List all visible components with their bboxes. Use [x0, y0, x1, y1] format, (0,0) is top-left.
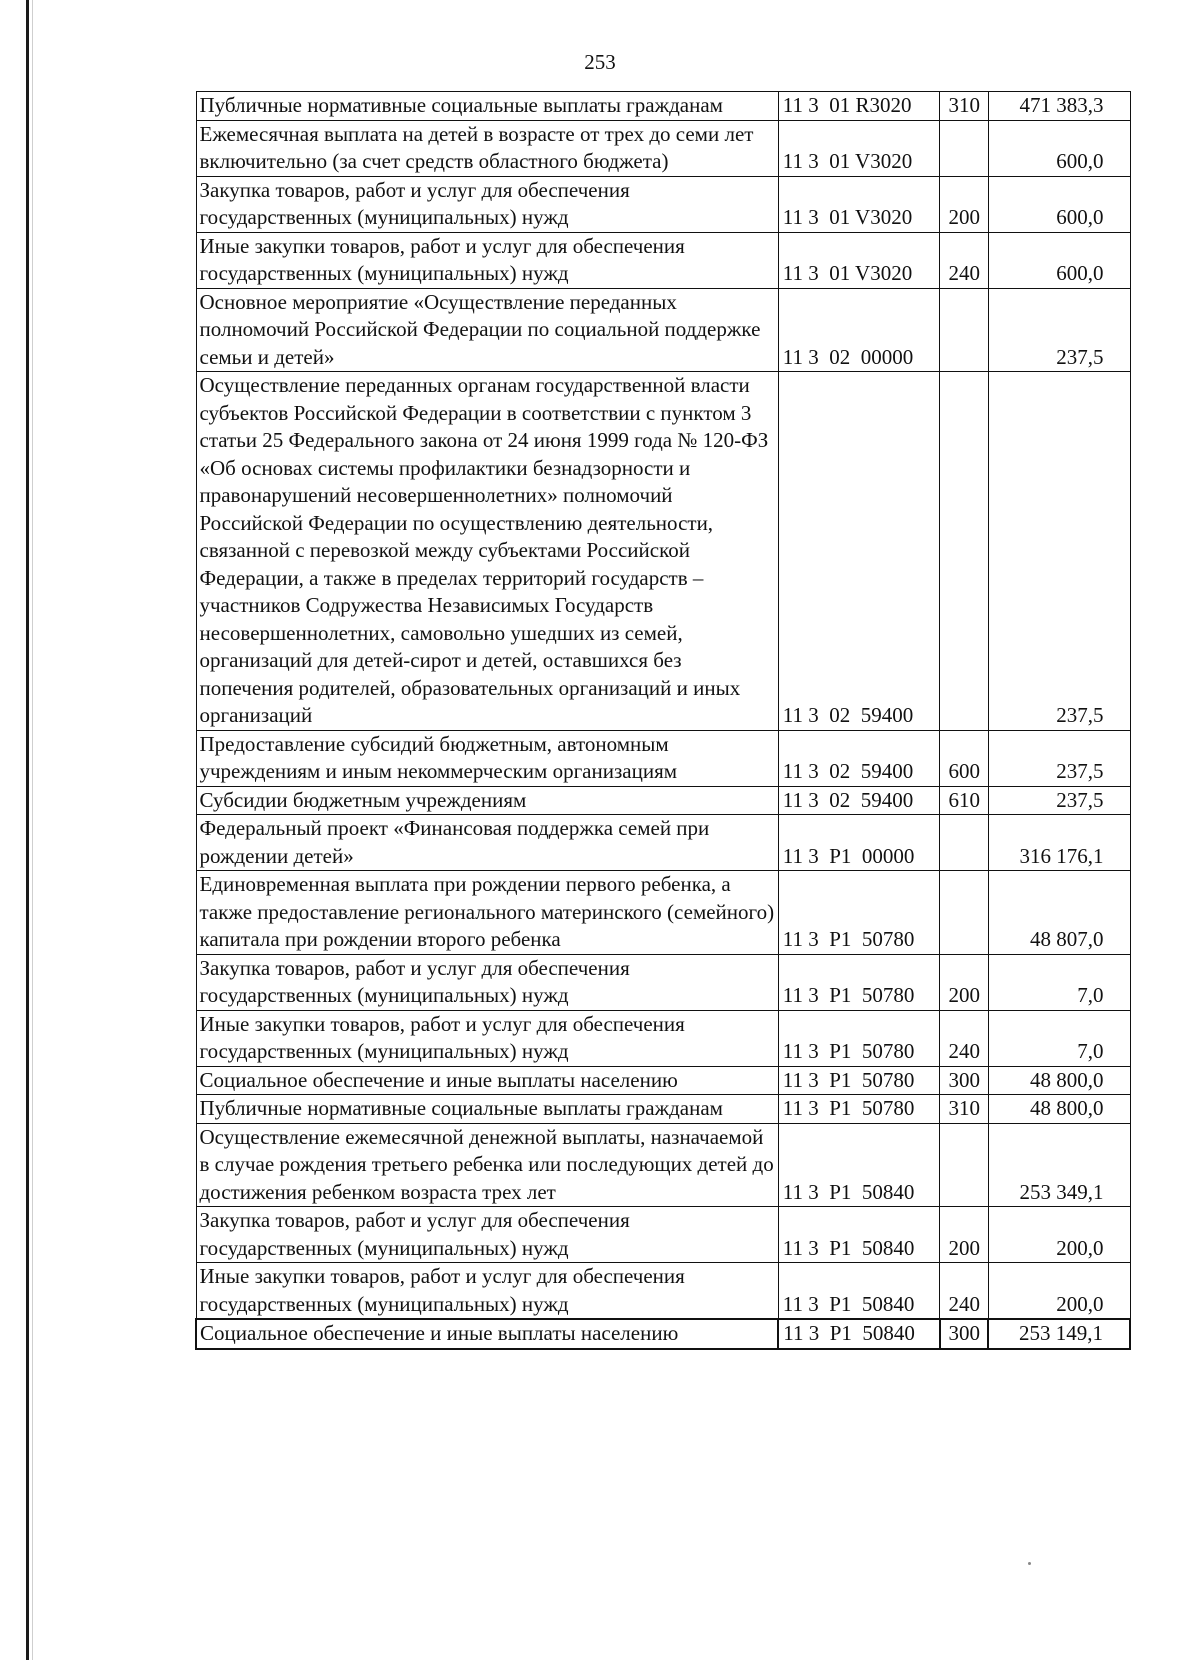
row-type-cell: 300 — [940, 1319, 989, 1349]
table-row — [196, 1263, 1130, 1320]
row-sum-cell: 600,0 — [988, 120, 1130, 176]
row-sum-cell: 253 349,1 — [988, 1123, 1130, 1207]
row-name-cell: Закупка товаров, работ и услуг для обеспечения государственных (муниципальных) нужд — [196, 954, 778, 1010]
row-name-cell: Основное мероприятие «Осуществление переданных полномочий Российской Федерации по социальной поддержке семьи и детей» — [196, 288, 778, 372]
row-code-cell: 11 3 P1 50840 — [778, 1123, 940, 1207]
row-code-cell: 11 3 01 V3020 — [778, 232, 940, 288]
row-code-cell: 11 3 P1 50840 — [778, 1263, 940, 1320]
row-code-cell: 11 3 01 V3020 — [778, 120, 940, 176]
row-sum-cell: 316 176,1 — [988, 815, 1130, 871]
table-row — [196, 92, 1130, 121]
row-code-cell: 11 3 01 V3020 — [778, 176, 940, 232]
row-name-cell: Иные закупки товаров, работ и услуг для обеспечения государственных (муниципальных) нужд — [196, 232, 778, 288]
table-row — [196, 954, 1130, 1010]
row-sum-cell: 200,0 — [988, 1263, 1130, 1320]
row-type-cell — [940, 1123, 989, 1207]
row-type-cell — [940, 372, 989, 731]
row-type-cell: 610 — [940, 786, 989, 815]
row-sum-cell: 600,0 — [988, 176, 1130, 232]
table-row — [196, 1123, 1130, 1207]
row-type-cell — [940, 815, 989, 871]
row-name-cell: Федеральный проект «Финансовая поддержка семей при рождении детей» — [196, 815, 778, 871]
row-type-cell: 240 — [940, 232, 989, 288]
table-row — [196, 288, 1130, 372]
row-sum-cell: 600,0 — [988, 232, 1130, 288]
row-name-cell: Иные закупки товаров, работ и услуг для обеспечения государственных (муниципальных) нужд — [196, 1010, 778, 1066]
row-code-cell: 11 3 P1 50780 — [778, 1095, 940, 1124]
row-name-cell: Осуществление переданных органам государственной власти субъектов Российской Федерации в соответствии с пунктом 3 статьи 25 Федерального закона от 24 июня 1999 года № 120-ФЗ «Об основах системы профилактики безнадзорности и правонарушений несовершеннолетних» полномочий Российской Федерации по осуществлению деятельности, связанной с перевозкой между субъектами Российской Федерации, а также в пределах территорий государств – участников Содружества Независимых Государств несовершеннолетних, самовольно ушедших из семей, организаций для детей-сирот и детей, оставшихся без попечения родителей, образовательных организаций и иных организаций — [196, 372, 778, 731]
table-row — [196, 1319, 1130, 1349]
row-name-cell: Публичные нормативные социальные выплаты гражданам — [196, 92, 778, 121]
table-row — [196, 176, 1130, 232]
row-type-cell: 200 — [940, 954, 989, 1010]
row-type-cell: 200 — [940, 176, 989, 232]
row-name-cell: Закупка товаров, работ и услуг для обеспечения государственных (муниципальных) нужд — [196, 176, 778, 232]
row-code-cell: 11 3 02 59400 — [778, 730, 940, 786]
row-type-cell: 600 — [940, 730, 989, 786]
row-type-cell: 240 — [940, 1010, 989, 1066]
table-row — [196, 1066, 1130, 1095]
table-row — [196, 120, 1130, 176]
row-name-cell: Единовременная выплата при рождении первого ребенка, а также предоставление регионального материнского (семейного) капитала при рождении второго ребенка — [196, 871, 778, 955]
scan-left-edge — [26, 0, 29, 1660]
scan-left-edge-shadow — [32, 0, 33, 1660]
row-sum-cell: 471 383,3 — [988, 92, 1130, 121]
row-code-cell: 11 3 P1 50780 — [778, 871, 940, 955]
row-type-cell: 310 — [940, 1095, 989, 1124]
table-row — [196, 786, 1130, 815]
row-sum-cell: 237,5 — [988, 786, 1130, 815]
table-row — [196, 1010, 1130, 1066]
table-row — [196, 730, 1130, 786]
page-number: 253 — [584, 50, 616, 74]
table-row — [196, 871, 1130, 955]
row-code-cell: 11 3 P1 50780 — [778, 1010, 940, 1066]
row-type-cell — [940, 288, 989, 372]
row-code-cell: 11 3 P1 50780 — [778, 1066, 940, 1095]
row-sum-cell: 200,0 — [988, 1207, 1130, 1263]
row-code-cell: 11 3 02 59400 — [778, 786, 940, 815]
table-row — [196, 1095, 1130, 1124]
table-row — [196, 232, 1130, 288]
row-sum-cell: 237,5 — [988, 730, 1130, 786]
row-type-cell: 310 — [940, 92, 989, 121]
row-sum-cell: 7,0 — [988, 1010, 1130, 1066]
row-code-cell: 11 3 P1 50840 — [778, 1207, 940, 1263]
row-type-cell: 300 — [940, 1066, 989, 1095]
row-code-cell: 11 3 02 59400 — [778, 372, 940, 731]
row-sum-cell: 48 807,0 — [988, 871, 1130, 955]
row-sum-cell: 7,0 — [988, 954, 1130, 1010]
budget-table — [195, 91, 1131, 1350]
scan-speck — [1028, 1562, 1031, 1565]
row-sum-cell: 253 149,1 — [988, 1319, 1130, 1349]
row-name-cell: Субсидии бюджетным учреждениям — [196, 786, 778, 815]
row-name-cell: Закупка товаров, работ и услуг для обеспечения государственных (муниципальных) нужд — [196, 1207, 778, 1263]
table-row — [196, 815, 1130, 871]
row-name-cell: Ежемесячная выплата на детей в возрасте от трех до семи лет включительно (за счет средств областного бюджета) — [196, 120, 778, 176]
row-name-cell: Иные закупки товаров, работ и услуг для обеспечения государственных (муниципальных) нужд — [196, 1263, 778, 1320]
row-code-cell: 11 3 01 R3020 — [778, 92, 940, 121]
row-type-cell — [940, 871, 989, 955]
row-name-cell: Предоставление субсидий бюджетным, автономным учреждениям и иным некоммерческим организациям — [196, 730, 778, 786]
row-code-cell: 11 3 02 00000 — [778, 288, 940, 372]
row-type-cell: 240 — [940, 1263, 989, 1320]
row-name-cell: Публичные нормативные социальные выплаты гражданам — [196, 1095, 778, 1124]
table-row — [196, 372, 1130, 731]
row-code-cell: 11 3 P1 50840 — [778, 1319, 940, 1349]
row-name-cell: Осуществление ежемесячной денежной выплаты, назначаемой в случае рождения третьего ребенка или последующих детей до достижения ребенком возраста трех лет — [196, 1123, 778, 1207]
row-type-cell: 200 — [940, 1207, 989, 1263]
budget-table-body — [196, 92, 1130, 1349]
row-sum-cell: 48 800,0 — [988, 1066, 1130, 1095]
row-sum-cell: 237,5 — [988, 372, 1130, 731]
row-sum-cell: 237,5 — [988, 288, 1130, 372]
row-sum-cell: 48 800,0 — [988, 1095, 1130, 1124]
row-code-cell: 11 3 P1 00000 — [778, 815, 940, 871]
row-name-cell: Социальное обеспечение и иные выплаты населению — [196, 1066, 778, 1095]
row-name-cell: Социальное обеспечение и иные выплаты населению — [196, 1319, 778, 1349]
row-code-cell: 11 3 P1 50780 — [778, 954, 940, 1010]
row-type-cell — [940, 120, 989, 176]
table-row — [196, 1207, 1130, 1263]
